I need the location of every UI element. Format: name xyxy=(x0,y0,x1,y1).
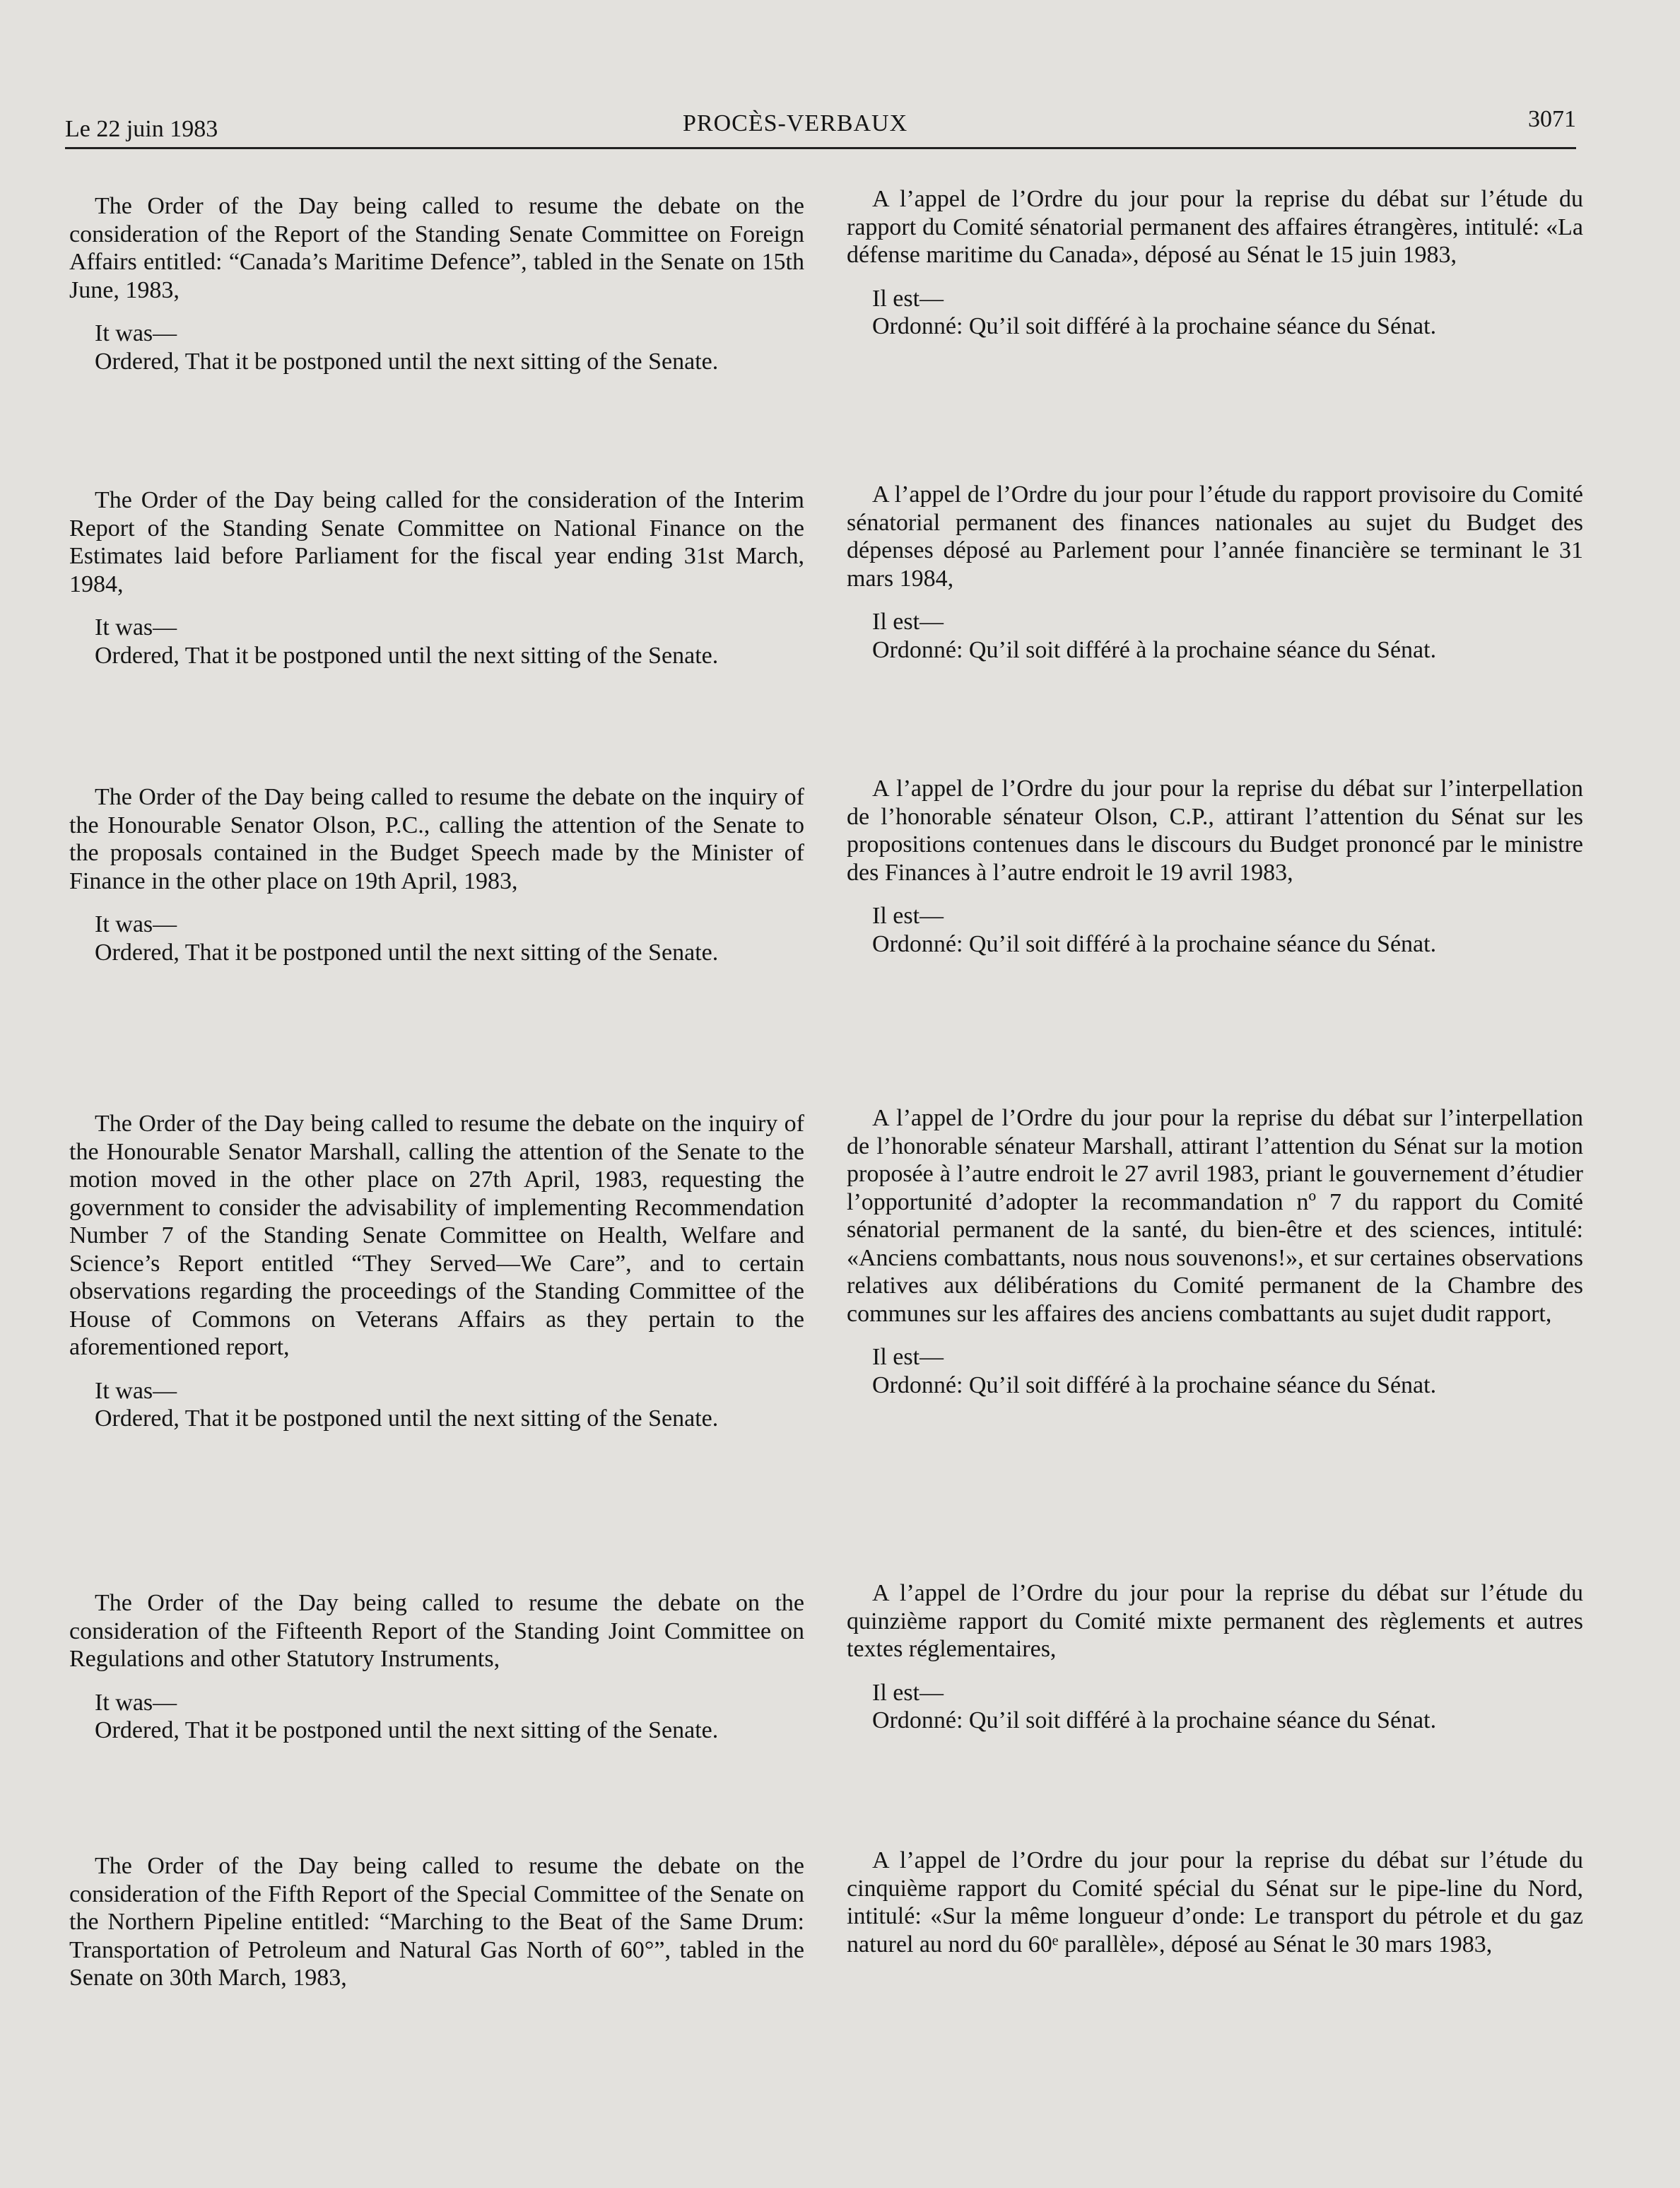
entry-status: Il est— xyxy=(872,609,944,635)
english-entry-northern-pipeline xyxy=(69,1852,804,1992)
entry-status: Il est— xyxy=(872,1679,944,1706)
entry-text: The Order of the Day being called to resume the debate on the consideration of the Fifteenth Report of the Standing Joint Committee on Regulations and other Statutory Instruments, xyxy=(69,1590,804,1672)
page-number: 3071 xyxy=(1528,106,1576,132)
entry-order: Ordonné: Qu’il soit différé à la prochaine séance du Sénat. xyxy=(872,930,1437,957)
entry-order: Ordonné: Qu’il soit différé à la prochaine séance du Sénat. xyxy=(872,313,1437,339)
entry-status: It was— xyxy=(95,1377,177,1404)
entry-status: Il est— xyxy=(872,903,944,929)
entry-order: Ordered, That it be postponed until the next sitting of the Senate. xyxy=(95,939,719,966)
entry-text: The Order of the Day being called to resume the debate on the consideration of the Fifth Report of the Special Committee of the Senate on the Northern Pipeline entitled: “Marching to the Beat of the Same Drum: Transportation of Petroleum and Natural Gas North of 60°”, tabled in the Senate on 30th March, 1983, xyxy=(69,1853,804,1991)
entry-text: A l’appel de l’Ordre du jour pour la reprise du débat sur l’étude du cinquième rapport du Comité spécial du Sénat sur le pipe-line du Nord, intitulé: «Sur la même longueur d’onde: Le transport du pétrole et du gaz naturel au nord du 60ᵉ parallèle», déposé au Sénat le 30 mars 1983, xyxy=(847,1847,1583,1958)
entry-text: A l’appel de l’Ordre du jour pour la reprise du débat sur l’étude du quinzième rapport du Comité mixte permanent des règlements et autres textes réglementaires, xyxy=(847,1580,1583,1662)
french-entry-reglements xyxy=(847,1579,1583,1735)
entry-order: Ordonné: Qu’il soit différé à la prochaine séance du Sénat. xyxy=(872,1707,1437,1733)
french-entry-pipe-line-du-nord xyxy=(847,1847,1583,1958)
entry-status: It was— xyxy=(95,911,177,937)
entry-order: Ordonné: Qu’il soit différé à la prochaine séance du Sénat. xyxy=(872,1371,1437,1398)
entry-status: Il est— xyxy=(872,285,944,312)
header-date: Le 22 juin 1983 xyxy=(65,116,218,142)
english-entry-senator-marshall xyxy=(69,1110,804,1433)
entry-order: Ordered, That it be postponed until the next sitting of the Senate. xyxy=(95,348,719,375)
entry-text: A l’appel de l’Ordre du jour pour la reprise du débat sur l’interpellation de l’honorable sénateur Marshall, attirant l’attention du Sénat sur la motion proposée à l’autre endroit le 27 avril 1983, priant le gouvernement d’étudier l’opportunité d’adopter la recommandation nº 7 du rapport du Comité sénatorial permanent de la santé, du bien-être et des sciences, intitulé: «Anciens combattants, nous nous souvenons!», et sur certaines observations relatives aux délibérations du Comité permanent de la Chambre des communes sur les affaires des anciens combattants au sujet dudit rapport, xyxy=(847,1105,1583,1327)
entry-text: The Order of the Day being called to resume the debate on the consideration of the Report of the Standing Senate Committee on Foreign Affairs entitled: “Canada’s Maritime Defence”, tabled in the Senate on 15th June, 1983, xyxy=(69,193,804,303)
french-entry-senateur-marshall xyxy=(847,1104,1583,1399)
english-entry-national-finance xyxy=(69,486,804,669)
entry-status: Il est— xyxy=(872,1344,944,1370)
entry-status: It was— xyxy=(95,614,177,640)
english-entry-senator-olson xyxy=(69,783,804,966)
header-title: PROCÈS-VERBAUX xyxy=(683,110,908,136)
entry-text: A l’appel de l’Ordre du jour pour l’étude du rapport provisoire du Comité sénatorial permanent des finances nationales au sujet du Budget des dépenses déposé au Parlement pour l’année financière se terminant le 31 mars 1984, xyxy=(847,481,1583,592)
entry-order: Ordered, That it be postponed until the next sitting of the Senate. xyxy=(95,1405,719,1432)
french-entry-senateur-olson xyxy=(847,775,1583,958)
entry-text: The Order of the Day being called for the consideration of the Interim Report of the Standing Senate Committee on National Finance on the Estimates laid before Parliament for the fiscal year ending 31st March, 1984, xyxy=(69,487,804,597)
entry-order: Ordered, That it be postponed until the next sitting of the Senate. xyxy=(95,1717,719,1743)
english-entry-regulations xyxy=(69,1589,804,1745)
page-header xyxy=(65,103,1576,149)
entry-text: A l’appel de l’Ordre du jour pour la reprise du débat sur l’interpellation de l’honorable sénateur Olson, C.P., attirant l’attention du Sénat sur les propositions contenues dans le discours du Budget prononcé par le ministre des Finances à l’autre endroit le 19 avril 1983, xyxy=(847,776,1583,886)
entry-order: Ordonné: Qu’il soit différé à la prochaine séance du Sénat. xyxy=(872,636,1437,663)
french-entry-finances-nationales xyxy=(847,481,1583,664)
entry-text: The Order of the Day being called to resume the debate on the inquiry of the Honourable Senator Olson, P.C., calling the attention of the Senate to the proposals contained in the Budget Speech made by the Minister of Finance in the other place on 19th April, 1983, xyxy=(69,784,804,894)
french-entry-affaires-etrangeres xyxy=(847,185,1583,341)
entry-text: The Order of the Day being called to resume the debate on the inquiry of the Honourable Senator Marshall, calling the attention of the Senate to the motion moved in the other place on 27th April, 1983, requesting the government to consider the advisability of implementing Recommendation Number 7 of the Standing Senate Committee on Health, Welfare and Science’s Report entitled “They Served—We Care”, and to certain observations regarding the proceedings of the Standing Committee of the House of Commons on Veterans Affairs as they pertain to the aforementioned report, xyxy=(69,1111,804,1360)
entry-status: It was— xyxy=(95,320,177,346)
entry-status: It was— xyxy=(95,1689,177,1716)
english-entry-foreign-affairs xyxy=(69,192,804,375)
entry-text: A l’appel de l’Ordre du jour pour la reprise du débat sur l’étude du rapport du Comité sénatorial permanent des affaires étrangères, intitulé: «La défense maritime du Canada», déposé au Sénat le 15 juin 1983, xyxy=(847,186,1583,268)
entry-order: Ordered, That it be postponed until the next sitting of the Senate. xyxy=(95,642,719,669)
